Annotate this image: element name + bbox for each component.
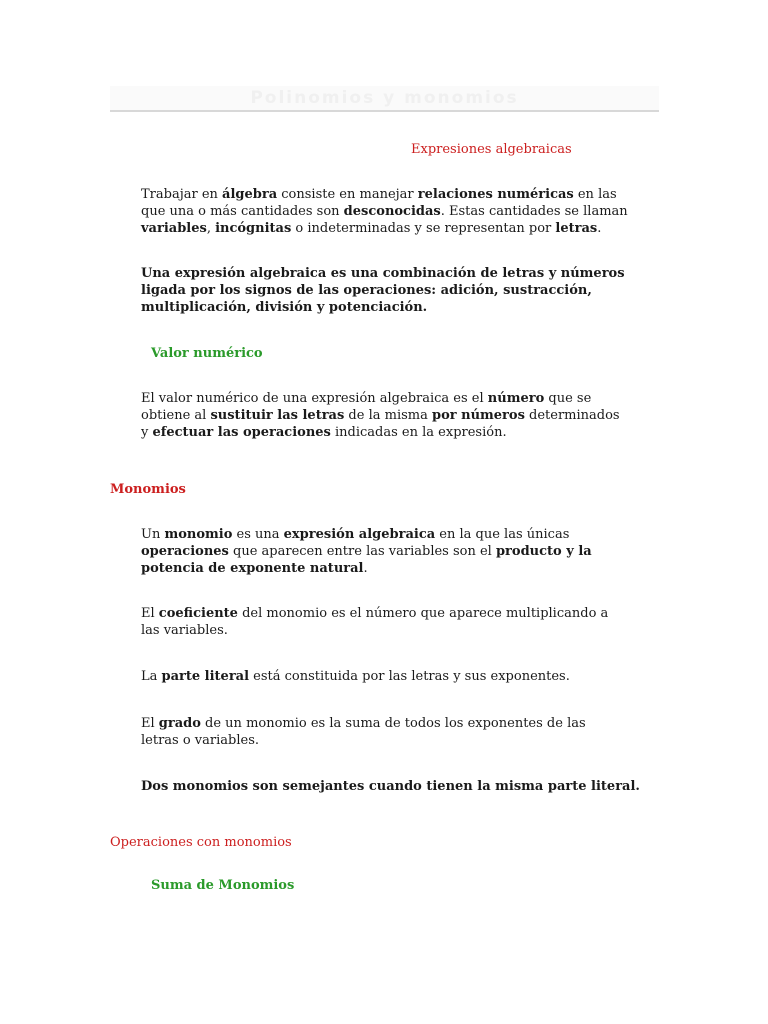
paragraph-parte-literal: La parte literal está constituida por las letras y sus exponentes. (141, 669, 570, 684)
paragraph-valor-numerico: El valor numérico de una expresión algebraica es el número que se obtiene al sustituir las letras de la misma por números determinados y efectuar las operaciones indicadas en la expresión. (141, 391, 620, 440)
paragraph-monomio-definition: Un monomio es una expresión algebraica en la que las únicas operaciones que aparecen entre las variables son el producto y la potencia de exponente natural. (141, 527, 592, 576)
paragraph-coeficiente: El coeficiente del monomio es el número que aparece multiplicando a las variables. (141, 606, 609, 638)
section-title-expresiones: Expresiones algebraicas (411, 142, 572, 157)
paragraph-definition-expresion: Una expresión algebraica es una combinación de letras y números ligada por los signos de las operaciones: adición, sustracción, multiplicación, división y potenciación. (141, 266, 625, 315)
page-title: Polinomios y monomios (250, 88, 519, 108)
page-title-band (110, 86, 659, 112)
subtitle-suma-monomios: Suma de Monomios (151, 878, 295, 893)
subtitle-valor-numerico: Valor numérico (151, 346, 263, 361)
paragraph-semejantes: Dos monomios son semejantes cuando tienen la misma parte literal. (141, 779, 640, 794)
paragraph-grado: El grado de un monomio es la suma de todos los exponentes de las letras o variables. (141, 716, 586, 748)
section-title-monomios: Monomios (110, 482, 186, 497)
section-title-operaciones: Operaciones con monomios (110, 835, 292, 850)
paragraph-algebra-intro: Trabajar en álgebra consiste en manejar relaciones numéricas en las que una o más cantidades son desconocidas. Estas cantidades se llaman variables, incógnitas o indeterminadas y se representan por letras. (141, 187, 628, 236)
